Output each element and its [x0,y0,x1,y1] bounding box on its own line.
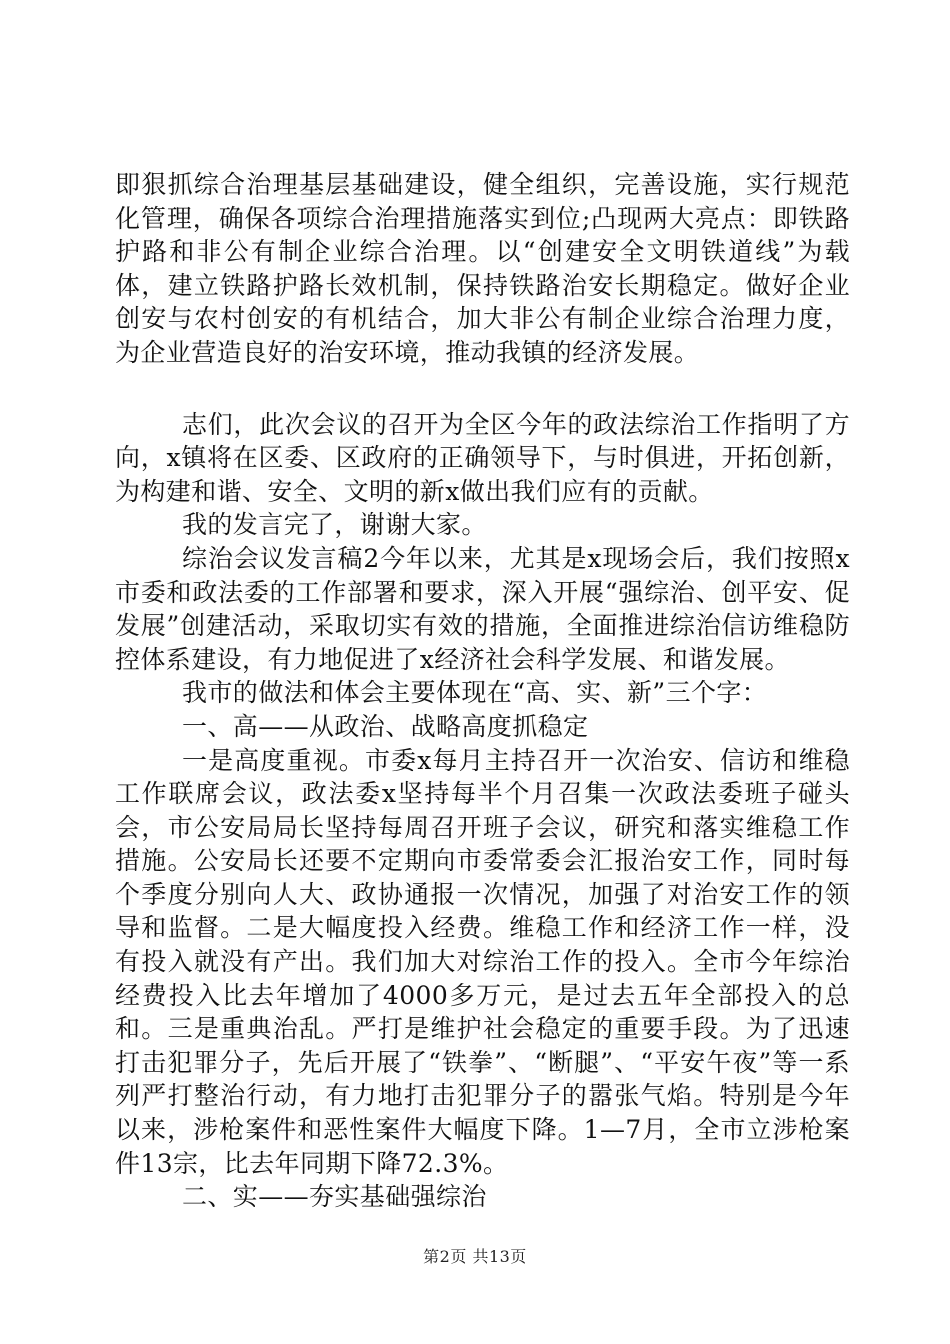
document-body [115,168,850,1214]
paragraph-closing-remarks: 志们，此次会议的召开为全区今年的政法综治工作指明了方向，x镇将在区委、区政府的正确领导下，与时俱进，开拓创新，为构建和谐、安全、文明的新x做出我们应有的贡献。 [115,409,850,506]
section-heading-2: 二、实——夯实基础强综治 [182,1182,487,1212]
paragraph-speech-2-intro: 综治会议发言稿2今年以来，尤其是x现场会后，我们按照x市委和政法委的工作部署和要求，深入开展“强综治、创平安、促发展”创建活动，采取切实有效的措施，全面推进综治信访维稳防控体系建设，有力地促进了x经济社会科学发展、和谐发展。 [115,543,850,674]
paragraph-thanks: 我的发言完了，谢谢大家。 [182,510,487,540]
paragraph-section-1-body: 一是高度重视。市委x每月主持召开一次治安、信访和维稳工作联席会议，政法委x坚持每半个月召集一次政法委班子碰头会，市公安局局长坚持每周召开班子会议，研究和落实维稳工作措施。公安局长还要不定期向市委常委会汇报治安工作，同时每个季度分别向人大、政协通报一次情况，加强了对治安工作的领导和监督。二是大幅度投入经费。维稳工作和经济工作一样，没有投入就没有产出。我们加大对综治工作的投入。全市今年综治经费投入比去年增加了4000多万元，是过去五年全部投入的总和。三是重典治乱。严打是维护社会稳定的重要手段。为了迅速打击犯罪分子，先后开展了“铁拳”、“断腿”、“平安午夜”等一系列严打整治行动，有力地打击犯罪分子的嚣张气焰。特别是今年以来，涉枪案件和恶性案件大幅度下降。1—7月，全市立涉枪案件13宗，比去年同期下降72.3%。 [115,745,850,1178]
section-heading-1: 一、高——从政治、战略高度抓稳定 [182,711,589,741]
paragraph-gap [115,370,850,408]
paragraph-summary: 我市的做法和体会主要体现在“高、实、新”三个字： [182,678,768,708]
paragraph-continuation: 即狠抓综合治理基层基础建设，健全组织，完善设施，实行规范化管理，确保各项综合治理措施落实到位;凸现两大亮点：即铁路护路和非公有制企业综合治理。以“创建安全文明铁道线”为载体，建立铁路护路长效机制，保持铁路治安长期稳定。做好企业创安与农村创安的有机结合，加大非公有制企业综合治理力度，为企业营造良好的治安环境，推动我镇的经济发展。 [115,170,850,367]
page-number-footer: 第2页 共13页 [423,1247,527,1266]
